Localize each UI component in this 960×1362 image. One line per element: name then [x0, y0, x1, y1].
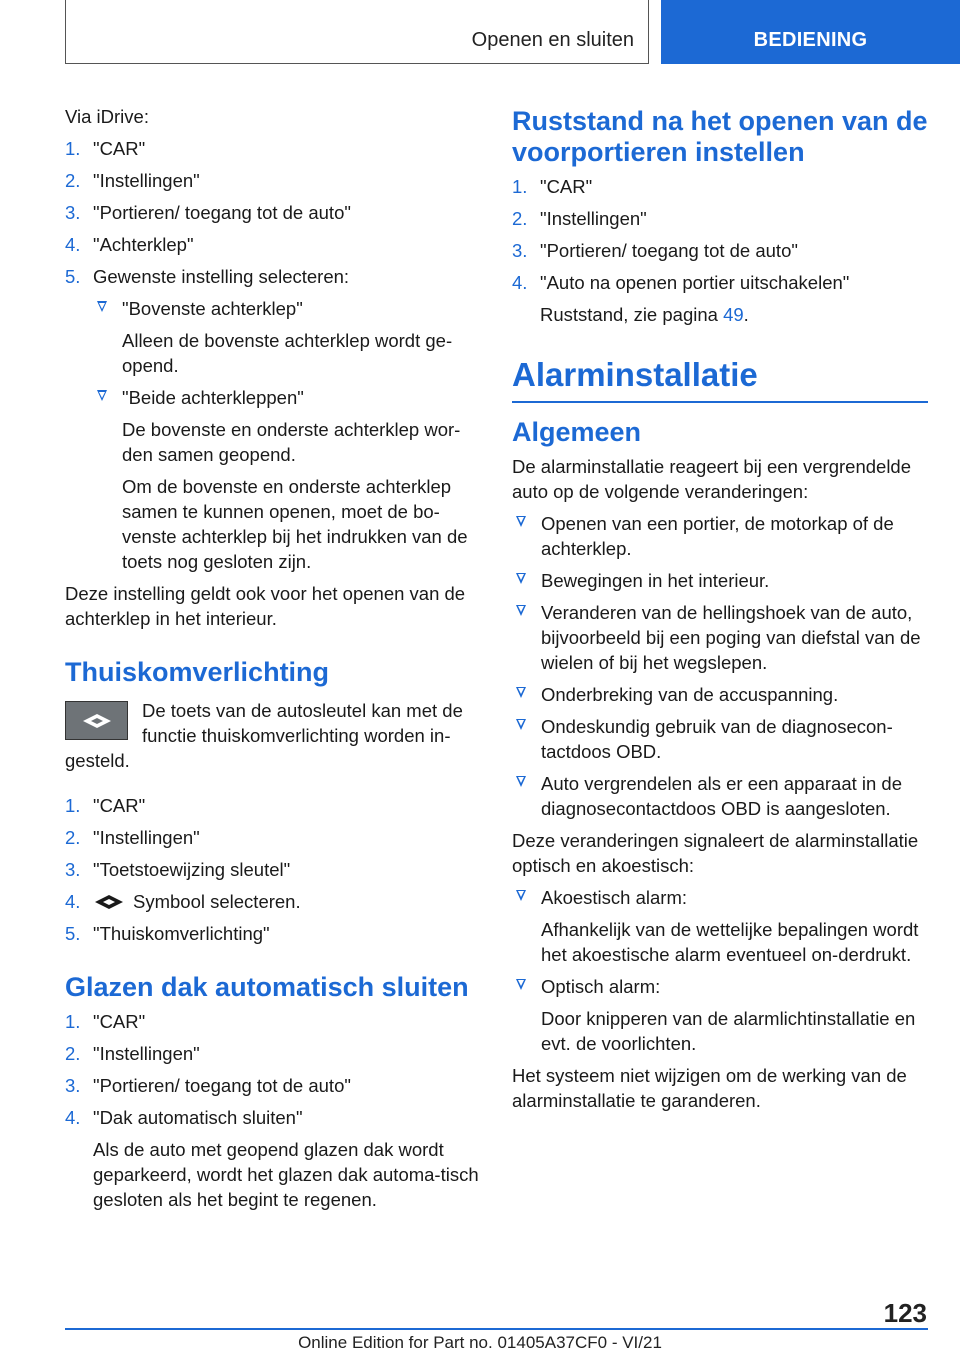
step-text: "Instellingen" [93, 170, 200, 191]
list-item [65, 1073, 480, 1098]
trigger-text: Bewegingen in het interieur. [541, 569, 770, 591]
step-number: 3. [65, 859, 81, 880]
chapter-tab [65, 0, 649, 64]
step-number: 4. [65, 234, 81, 255]
list-item [65, 1009, 480, 1034]
step-text: "CAR" [93, 795, 146, 816]
triangle-down-icon [516, 776, 526, 787]
thuis-steps [65, 793, 480, 946]
option-desc: De bovenste en onderste achterklep wor-den samen geopend. [122, 419, 461, 465]
triangle-down-icon [516, 890, 526, 901]
list-item [65, 857, 480, 882]
chapter-title: Openen en sluiten [471, 29, 634, 51]
step-number: 2. [65, 1043, 81, 1064]
section-title: BEDIENING [753, 29, 868, 51]
trigger-text: Veranderen van de hellingshoek van de auto, bijvoorbeeld bij een poging van diefstal van de wielen of bij het wegslepen. [541, 601, 921, 673]
algemeen-text: De alarminstallatie reageert bij een vergrendelde auto op de volgende veranderingen: [512, 455, 912, 502]
left-column [65, 104, 480, 1219]
list-item [512, 206, 928, 231]
option-title: "Beide achterkleppen" [122, 387, 304, 408]
glazen-note: Als de auto met geopend glazen dak wordt geparkeerd, wordt het glazen dak automa-tisch gesloten als het begint te regenen. [93, 1139, 479, 1210]
list-item [65, 264, 480, 574]
step-number: 5. [65, 923, 81, 944]
page-number: 123 [883, 1298, 927, 1328]
step-text: "Instellingen" [93, 827, 200, 848]
trigger-text: Onderbreking van de accuspanning. [541, 683, 839, 705]
diamond-arrows-icon [93, 894, 125, 910]
heading-alarminstallatie: Alarminstallatie [512, 356, 758, 393]
page-link[interactable]: 49 [723, 304, 744, 325]
tailgate-options [93, 296, 480, 574]
list-item [93, 296, 480, 378]
step-number: 1. [65, 795, 81, 816]
alarm-types [512, 885, 928, 1056]
step-text: "Instellingen" [540, 208, 647, 229]
step-text: "Toetstoewijzing sleutel" [93, 859, 291, 880]
ruststand-reference [540, 302, 928, 327]
triangle-down-icon [516, 687, 526, 698]
list-item [512, 885, 928, 967]
thuis-text: De toets van de autosleutel kan met de functie thuiskomverlichting worden in- [142, 700, 463, 746]
right-column [512, 104, 928, 1120]
list-item [65, 232, 480, 257]
diamond-arrows-icon [80, 713, 114, 729]
list-item [65, 889, 480, 914]
heading-glazen-dak: Glazen dak automatisch sluiten [65, 972, 469, 1002]
list-item [65, 1105, 480, 1212]
step-number: 1. [65, 1011, 81, 1032]
list-item [65, 921, 480, 946]
step-text: "CAR" [93, 138, 146, 159]
list-item [512, 174, 928, 199]
list-item [65, 136, 480, 161]
step-text: "Portieren/ toegang tot de auto" [93, 202, 351, 223]
step-text: "Auto na openen portier uitschakelen" [540, 272, 850, 293]
via-idrive-label: Via iDrive: [65, 106, 149, 127]
list-item [512, 714, 928, 764]
heading-algemeen: Algemeen [512, 416, 642, 447]
step-text: "Portieren/ toegang tot de auto" [540, 240, 798, 261]
option-desc: Alleen de bovenste achterklep wordt ge-opend. [122, 330, 453, 376]
tailgate-note: Deze instelling geldt ook voor het openen van de achterklep in het interieur. [65, 583, 466, 629]
heading-thuiskomverlichting: Thuiskomverlichting [65, 657, 330, 687]
step-number: 4. [65, 891, 81, 912]
triangle-down-icon [516, 605, 526, 616]
alarm-title: Optisch alarm: [541, 975, 661, 997]
reference-text: Ruststand, zie pagina [540, 304, 718, 325]
step-number: 1. [512, 176, 528, 197]
ruststand-steps [512, 174, 928, 327]
list-item [512, 568, 928, 593]
list-item [512, 771, 928, 821]
step-text: Symbool selecteren. [133, 891, 301, 912]
footer-divider [65, 1328, 928, 1330]
triangle-down-icon [516, 516, 526, 527]
step-number: 1. [65, 138, 81, 159]
step-number: 3. [65, 1075, 81, 1096]
step-text: "Dak automatisch sluiten" [93, 1107, 303, 1128]
step-number: 2. [65, 827, 81, 848]
step-number: 3. [65, 202, 81, 223]
step-number: 2. [65, 170, 81, 191]
alarm-triggers [512, 511, 928, 821]
trigger-text: Auto vergrendelen als er een apparaat in de diagnosecontactdoos OBD is aangesloten. [541, 772, 903, 819]
alarm-desc: Afhankelijk van de wettelijke bepalingen wordt het akoestische alarm eventueel on-derdrukt. [541, 918, 919, 965]
list-item [65, 168, 480, 193]
step-text: "Thuiskomverlichting" [93, 923, 270, 944]
edition-text: Online Edition for Part no. 01405A37CF0 - VI/21 [298, 1333, 662, 1352]
step-text: "Instellingen" [93, 1043, 200, 1064]
triangle-down-icon [97, 390, 107, 401]
glazen-steps [65, 1009, 480, 1212]
step-text: "Achterklep" [93, 234, 194, 255]
step-number: 4. [512, 272, 528, 293]
list-item [512, 974, 928, 1056]
option-desc: Om de bovenste en onderste achterklep samen te kunnen openen, moet de bo-venste achterklep bij het indrukken van de toets nog gesloten zijn. [122, 476, 468, 572]
list-item [512, 682, 928, 707]
list-item [512, 511, 928, 561]
step-text: "CAR" [93, 1011, 146, 1032]
trigger-text: Ondeskundig gebruik van de diagnosecon-tactdoos OBD. [541, 715, 893, 762]
section-tab [661, 0, 960, 64]
signal-text: Deze veranderingen signaleert de alarminstallatie optisch en akoestisch: [512, 829, 919, 876]
step-text: "CAR" [540, 176, 593, 197]
page-header [0, 0, 960, 68]
list-item [512, 600, 928, 675]
triangle-down-icon [516, 573, 526, 584]
final-text: Het systeem niet wijzigen om de werking van de alarminstallatie te garanderen. [512, 1064, 907, 1111]
alarm-desc: Door knipperen van de alarmlichtinstallatie en evt. de voorlichten. [541, 1007, 916, 1054]
thuis-text-cont: gesteld. [65, 750, 130, 771]
triangle-down-icon [97, 301, 107, 312]
list-item [93, 385, 480, 574]
step-text: "Portieren/ toegang tot de auto" [93, 1075, 351, 1096]
alarm-title: Akoestisch alarm: [541, 886, 687, 908]
list-item [65, 793, 480, 818]
list-item [65, 200, 480, 225]
step-number: 5. [65, 266, 81, 287]
list-item [512, 238, 928, 263]
triangle-down-icon [516, 719, 526, 730]
option-title: "Bovenste achterklep" [122, 298, 303, 319]
list-item [65, 825, 480, 850]
thuis-intro [65, 698, 480, 773]
list-item [65, 1041, 480, 1066]
tailgate-steps [65, 136, 480, 574]
triangle-down-icon [516, 979, 526, 990]
heading-divider [512, 401, 928, 403]
step-number: 4. [65, 1107, 81, 1128]
step-text: Gewenste instelling selecteren: [93, 266, 350, 287]
reference-end: . [743, 304, 749, 325]
step-number: 3. [512, 240, 528, 261]
key-button-image [65, 701, 128, 740]
step-number: 2. [512, 208, 528, 229]
list-item [512, 270, 928, 327]
heading-ruststand: Ruststand na het openen van de voorportieren instellen [512, 106, 928, 167]
trigger-text: Openen van een portier, de motorkap of de achterklep. [541, 512, 894, 559]
